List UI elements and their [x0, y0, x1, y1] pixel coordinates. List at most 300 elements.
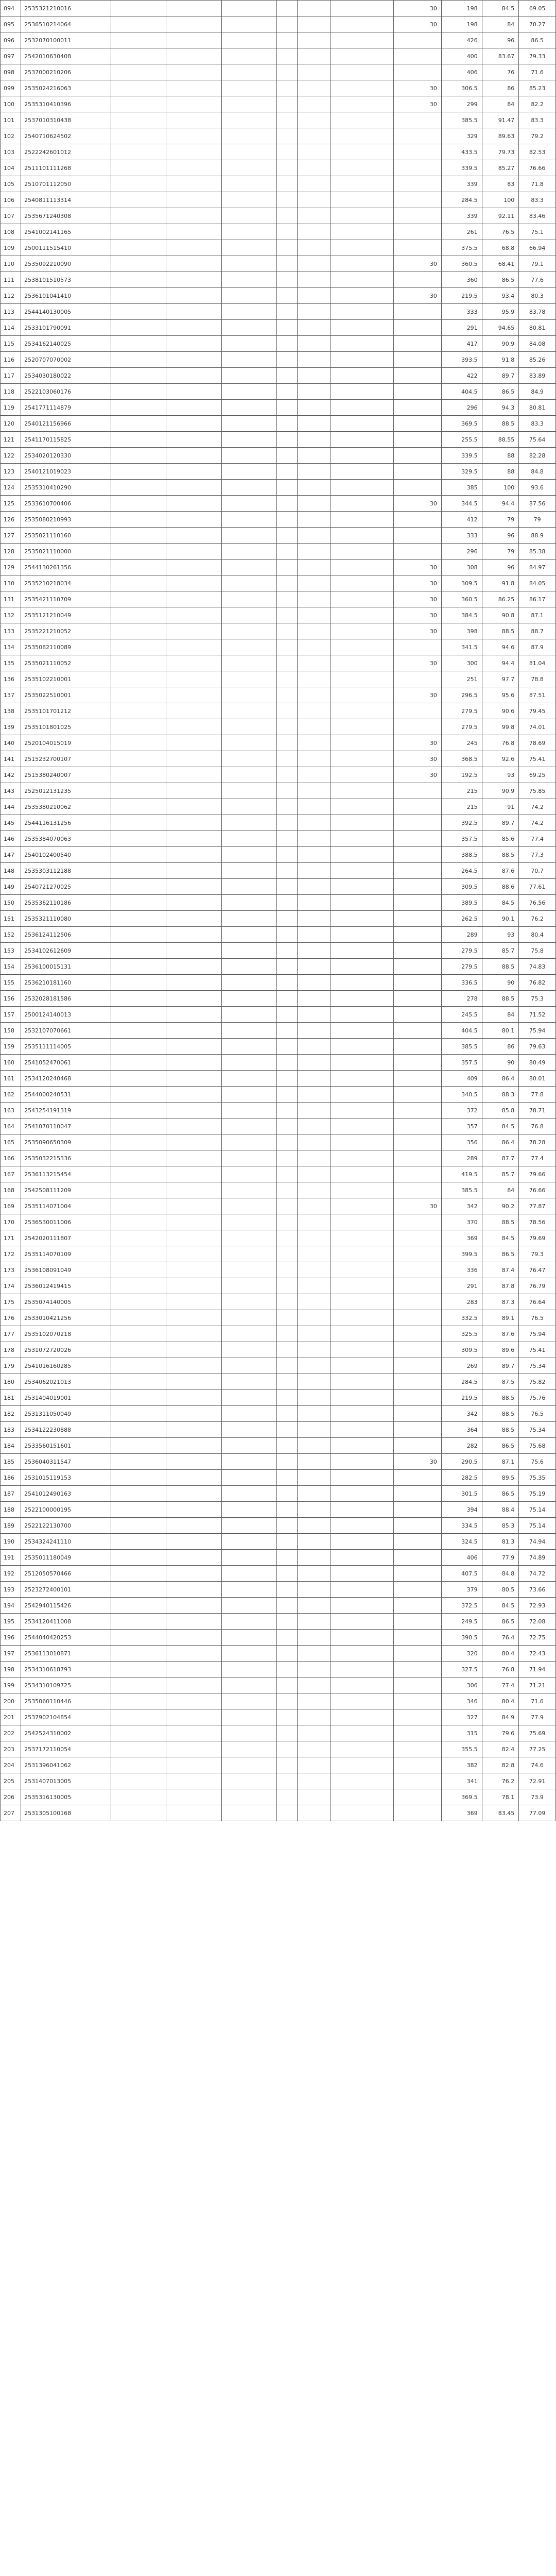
- table-cell: [331, 1582, 393, 1598]
- table-row: [1, 943, 556, 959]
- table-cell: [298, 1630, 331, 1646]
- table-cell: 71.8: [519, 176, 556, 192]
- table-cell: [111, 544, 166, 560]
- table-cell: [298, 911, 331, 927]
- table-cell: [331, 959, 393, 975]
- table-cell: 172: [1, 1246, 21, 1262]
- table-cell: [111, 336, 166, 352]
- table-cell: [221, 815, 276, 831]
- table-cell: [393, 1486, 441, 1502]
- table-row: [1, 48, 556, 64]
- table-cell: 2522242601012: [21, 144, 111, 160]
- table-cell: 2534120240468: [21, 1071, 111, 1087]
- table-cell: 339: [441, 176, 482, 192]
- table-cell: 74.2: [519, 815, 556, 831]
- table-cell: 282: [441, 1438, 482, 1454]
- table-cell: 84.5: [482, 1230, 519, 1246]
- table-cell: 200: [1, 1693, 21, 1709]
- table-cell: 76.79: [519, 1278, 556, 1294]
- table-cell: [111, 1630, 166, 1646]
- table-cell: [393, 1214, 441, 1230]
- table-cell: 75.41: [519, 751, 556, 767]
- table-cell: [393, 1677, 441, 1693]
- table-cell: [331, 1023, 393, 1039]
- table-cell: 104: [1, 160, 21, 176]
- table-cell: 83.89: [519, 368, 556, 384]
- table-cell: [298, 1278, 331, 1294]
- table-cell: [331, 544, 393, 560]
- table-cell: [166, 943, 221, 959]
- table-cell: 306.5: [441, 80, 482, 96]
- table-row: [1, 639, 556, 655]
- table-cell: 86.25: [482, 591, 519, 607]
- table-cell: 2534122230888: [21, 1422, 111, 1438]
- table-row: [1, 767, 556, 783]
- table-cell: [166, 655, 221, 671]
- table-cell: [298, 112, 331, 128]
- table-cell: 155: [1, 975, 21, 991]
- table-cell: [277, 943, 298, 959]
- table-cell: 77.6: [519, 272, 556, 288]
- table-cell: [298, 272, 331, 288]
- table-cell: [166, 304, 221, 320]
- table-cell: [277, 639, 298, 655]
- table-cell: 79.73: [482, 144, 519, 160]
- table-cell: 88.5: [482, 1406, 519, 1422]
- table-cell: [298, 1039, 331, 1055]
- table-cell: 329: [441, 128, 482, 144]
- table-cell: 93: [482, 767, 519, 783]
- table-cell: [221, 208, 276, 224]
- table-cell: [111, 1310, 166, 1326]
- table-row: [1, 1438, 556, 1454]
- table-cell: [298, 1118, 331, 1134]
- table-row: [1, 1582, 556, 1598]
- table-cell: [393, 1071, 441, 1087]
- table-row: [1, 1134, 556, 1150]
- table-row: [1, 1374, 556, 1390]
- table-cell: 71.6: [519, 1693, 556, 1709]
- table-cell: [277, 384, 298, 400]
- table-row: [1, 815, 556, 831]
- table-cell: 80.4: [519, 927, 556, 943]
- table-cell: [166, 272, 221, 288]
- table-cell: [393, 1390, 441, 1406]
- table-cell: 327.5: [441, 1662, 482, 1677]
- table-cell: [331, 432, 393, 448]
- table-cell: 30: [393, 575, 441, 591]
- table-cell: [298, 671, 331, 687]
- table-cell: [111, 1662, 166, 1677]
- table-cell: [298, 1614, 331, 1630]
- table-cell: [221, 304, 276, 320]
- table-cell: 93: [482, 927, 519, 943]
- table-cell: [298, 799, 331, 815]
- table-cell: 86.5: [482, 1614, 519, 1630]
- table-cell: 84.8: [482, 1566, 519, 1582]
- table-cell: [221, 671, 276, 687]
- table-cell: 2536100015131: [21, 959, 111, 975]
- table-cell: [393, 192, 441, 208]
- table-cell: [166, 1566, 221, 1582]
- table-cell: 2544116131256: [21, 815, 111, 831]
- table-cell: [331, 464, 393, 480]
- table-cell: 279.5: [441, 703, 482, 719]
- table-cell: [277, 1550, 298, 1566]
- table-cell: [221, 1246, 276, 1262]
- table-cell: 2536040311547: [21, 1454, 111, 1470]
- table-cell: [393, 1134, 441, 1150]
- table-cell: [221, 863, 276, 879]
- table-cell: [277, 655, 298, 671]
- table-cell: 101: [1, 112, 21, 128]
- table-row: [1, 256, 556, 272]
- table-cell: 177: [1, 1326, 21, 1342]
- table-cell: 279.5: [441, 719, 482, 735]
- table-cell: 83.46: [519, 208, 556, 224]
- table-cell: 30: [393, 735, 441, 751]
- table-cell: [331, 1725, 393, 1741]
- table-cell: 206: [1, 1789, 21, 1805]
- table-cell: [166, 1614, 221, 1630]
- table-cell: [111, 1454, 166, 1470]
- table-cell: 75.76: [519, 1390, 556, 1406]
- table-cell: [166, 192, 221, 208]
- table-cell: 2540121019023: [21, 464, 111, 480]
- table-cell: 2542020111807: [21, 1230, 111, 1246]
- table-cell: 90.2: [482, 1198, 519, 1214]
- table-cell: 92.6: [482, 751, 519, 767]
- table-cell: [393, 1502, 441, 1518]
- table-row: [1, 1071, 556, 1087]
- table-cell: 144: [1, 799, 21, 815]
- table-cell: 91.8: [482, 575, 519, 591]
- table-cell: 2533560151601: [21, 1438, 111, 1454]
- table-cell: [166, 1518, 221, 1534]
- table-row: [1, 320, 556, 336]
- table-cell: [221, 384, 276, 400]
- table-cell: [393, 975, 441, 991]
- table-cell: 87.9: [519, 639, 556, 655]
- table-cell: [277, 1662, 298, 1677]
- table-cell: 96: [482, 32, 519, 48]
- table-cell: 2535221210052: [21, 623, 111, 639]
- table-cell: 86.4: [482, 1134, 519, 1150]
- table-row: [1, 288, 556, 304]
- table-cell: [277, 1294, 298, 1310]
- table-cell: [393, 1118, 441, 1134]
- table-cell: 161: [1, 1071, 21, 1087]
- table-cell: 2542940115426: [21, 1598, 111, 1614]
- table-cell: [298, 943, 331, 959]
- table-cell: [393, 1582, 441, 1598]
- table-cell: 388.5: [441, 847, 482, 863]
- table-row: [1, 1709, 556, 1725]
- table-cell: 30: [393, 767, 441, 783]
- table-row: [1, 1646, 556, 1662]
- table-cell: [298, 320, 331, 336]
- table-cell: 194: [1, 1598, 21, 1614]
- table-cell: [298, 607, 331, 623]
- table-cell: 283: [441, 1294, 482, 1310]
- table-cell: [331, 1486, 393, 1502]
- table-cell: 385.5: [441, 1182, 482, 1198]
- table-cell: [298, 703, 331, 719]
- table-cell: [331, 1534, 393, 1550]
- table-cell: 204: [1, 1757, 21, 1773]
- table-cell: [298, 224, 331, 240]
- table-cell: 75.82: [519, 1374, 556, 1390]
- table-cell: [393, 783, 441, 799]
- table-cell: [277, 1534, 298, 1550]
- table-cell: [221, 719, 276, 735]
- table-cell: [221, 416, 276, 432]
- table-cell: [277, 1, 298, 16]
- table-cell: 86: [482, 1039, 519, 1055]
- table-cell: 88.5: [482, 959, 519, 975]
- table-cell: [166, 1741, 221, 1757]
- table-cell: 2535316130005: [21, 1789, 111, 1805]
- table-cell: [111, 1614, 166, 1630]
- table-cell: [298, 815, 331, 831]
- table-cell: [393, 799, 441, 815]
- table-row: [1, 544, 556, 560]
- table-cell: [111, 927, 166, 943]
- table-cell: 86.5: [482, 272, 519, 288]
- table-cell: [393, 1055, 441, 1071]
- table-cell: [166, 783, 221, 799]
- table-cell: [393, 1805, 441, 1821]
- table-cell: [393, 1725, 441, 1741]
- table-cell: 2536530011006: [21, 1214, 111, 1230]
- table-cell: [277, 544, 298, 560]
- table-cell: 2534062021013: [21, 1374, 111, 1390]
- table-cell: 341.5: [441, 639, 482, 655]
- table-cell: [111, 1773, 166, 1789]
- table-cell: [277, 1007, 298, 1023]
- table-cell: 300: [441, 655, 482, 671]
- table-cell: 143: [1, 783, 21, 799]
- table-cell: 147: [1, 847, 21, 863]
- table-row: [1, 1805, 556, 1821]
- table-cell: 30: [393, 591, 441, 607]
- table-cell: [166, 1326, 221, 1342]
- table-cell: 2535092210090: [21, 256, 111, 272]
- table-cell: 2515232700107: [21, 751, 111, 767]
- table-cell: 2535021110160: [21, 528, 111, 544]
- table-cell: [331, 1310, 393, 1326]
- table-cell: 2543254191319: [21, 1103, 111, 1118]
- table-cell: [298, 1470, 331, 1486]
- table-cell: [111, 1342, 166, 1358]
- table-cell: [298, 1518, 331, 1534]
- table-cell: [221, 1789, 276, 1805]
- table-cell: [111, 1278, 166, 1294]
- table-cell: 140: [1, 735, 21, 751]
- table-cell: [166, 1087, 221, 1103]
- table-cell: 103: [1, 144, 21, 160]
- table-cell: 76: [482, 64, 519, 80]
- table-row: [1, 927, 556, 943]
- table-cell: [298, 1773, 331, 1789]
- table-cell: [393, 1438, 441, 1454]
- table-cell: [166, 959, 221, 975]
- table-cell: 87.6: [482, 1326, 519, 1342]
- table-cell: [111, 943, 166, 959]
- table-cell: 79: [519, 512, 556, 528]
- table-cell: [298, 128, 331, 144]
- table-cell: 2531072720026: [21, 1342, 111, 1358]
- table-cell: 94.4: [482, 496, 519, 512]
- table-row: [1, 1470, 556, 1486]
- table-row: [1, 1662, 556, 1677]
- table-row: [1, 1677, 556, 1693]
- table-cell: [393, 480, 441, 496]
- table-cell: [166, 1118, 221, 1134]
- table-cell: 2535024216063: [21, 80, 111, 96]
- table-cell: [221, 80, 276, 96]
- table-cell: 123: [1, 464, 21, 480]
- table-cell: 393.5: [441, 352, 482, 368]
- table-cell: [393, 1470, 441, 1486]
- table-cell: [331, 1438, 393, 1454]
- table-cell: [277, 879, 298, 895]
- table-cell: [111, 863, 166, 879]
- table-cell: [111, 767, 166, 783]
- table-cell: 85.38: [519, 544, 556, 560]
- table-cell: [331, 767, 393, 783]
- table-cell: [221, 975, 276, 991]
- table-cell: 82.53: [519, 144, 556, 160]
- table-cell: [331, 1677, 393, 1693]
- table-cell: 88.5: [482, 1422, 519, 1438]
- table-cell: 75.34: [519, 1358, 556, 1374]
- table-cell: [166, 320, 221, 336]
- table-cell: [277, 368, 298, 384]
- table-row: [1, 1246, 556, 1262]
- table-cell: 160: [1, 1055, 21, 1071]
- table-cell: 112: [1, 288, 21, 304]
- table-cell: 82.8: [482, 1757, 519, 1773]
- table-cell: [331, 528, 393, 544]
- table-cell: 309.5: [441, 879, 482, 895]
- table-cell: 127: [1, 528, 21, 544]
- table-cell: [298, 464, 331, 480]
- table-cell: [111, 1, 166, 16]
- table-cell: 163: [1, 1103, 21, 1118]
- table-cell: [166, 1470, 221, 1486]
- table-cell: 80.49: [519, 1055, 556, 1071]
- table-row: [1, 1534, 556, 1550]
- table-cell: [331, 144, 393, 160]
- table-cell: [111, 160, 166, 176]
- table-cell: 79: [482, 512, 519, 528]
- table-cell: [393, 464, 441, 480]
- table-cell: 370: [441, 1214, 482, 1230]
- table-cell: 329.5: [441, 464, 482, 480]
- table-cell: [393, 895, 441, 911]
- table-cell: [277, 1502, 298, 1518]
- table-cell: [331, 416, 393, 432]
- table-cell: 2531396041062: [21, 1757, 111, 1773]
- table-cell: [331, 1773, 393, 1789]
- table-cell: [166, 911, 221, 927]
- table-cell: [166, 496, 221, 512]
- table-cell: [166, 815, 221, 831]
- table-cell: 87.51: [519, 687, 556, 703]
- table-cell: [221, 1757, 276, 1773]
- table-row: [1, 1741, 556, 1757]
- table-cell: [277, 735, 298, 751]
- table-cell: [111, 687, 166, 703]
- table-cell: 360.5: [441, 256, 482, 272]
- table-cell: [166, 112, 221, 128]
- table-cell: [277, 575, 298, 591]
- table-cell: [331, 1294, 393, 1310]
- table-cell: [331, 1134, 393, 1150]
- table-cell: 113: [1, 304, 21, 320]
- table-cell: [166, 623, 221, 639]
- table-cell: 309.5: [441, 1342, 482, 1358]
- table-cell: 098: [1, 64, 21, 80]
- table-cell: [111, 831, 166, 847]
- table-cell: 404.5: [441, 384, 482, 400]
- table-cell: [331, 1150, 393, 1166]
- table-cell: [166, 719, 221, 735]
- table-cell: [111, 1390, 166, 1406]
- table-cell: [298, 1550, 331, 1566]
- table-cell: [277, 336, 298, 352]
- table-cell: [166, 1103, 221, 1118]
- table-cell: 30: [393, 560, 441, 575]
- table-cell: [393, 544, 441, 560]
- table-cell: [277, 1150, 298, 1166]
- table-cell: [331, 1741, 393, 1757]
- table-cell: 339.5: [441, 160, 482, 176]
- table-cell: 372.5: [441, 1598, 482, 1614]
- table-cell: [277, 1358, 298, 1374]
- table-cell: [166, 560, 221, 575]
- table-cell: 75.94: [519, 1326, 556, 1342]
- table-cell: 2523272400101: [21, 1582, 111, 1598]
- table-cell: 2541771114879: [21, 400, 111, 416]
- table-cell: [111, 911, 166, 927]
- table-cell: [393, 991, 441, 1007]
- table-cell: [277, 1055, 298, 1071]
- table-cell: 390.5: [441, 1630, 482, 1646]
- table-cell: 84.9: [482, 1709, 519, 1725]
- table-cell: [331, 400, 393, 416]
- table-cell: [221, 735, 276, 751]
- table-cell: 262.5: [441, 911, 482, 927]
- table-cell: [277, 1598, 298, 1614]
- table-cell: 341: [441, 1773, 482, 1789]
- table-cell: 372: [441, 1103, 482, 1118]
- table-cell: [393, 1662, 441, 1677]
- table-cell: 77.8: [519, 1087, 556, 1103]
- table-cell: [393, 1262, 441, 1278]
- table-cell: 2510701112050: [21, 176, 111, 192]
- table-cell: 89.6: [482, 1342, 519, 1358]
- table-cell: 369.5: [441, 1789, 482, 1805]
- table-cell: [277, 416, 298, 432]
- table-cell: [111, 1518, 166, 1534]
- table-cell: [111, 719, 166, 735]
- table-cell: [277, 1486, 298, 1502]
- table-cell: [166, 1390, 221, 1406]
- table-cell: 2535421110709: [21, 591, 111, 607]
- table-cell: [277, 16, 298, 32]
